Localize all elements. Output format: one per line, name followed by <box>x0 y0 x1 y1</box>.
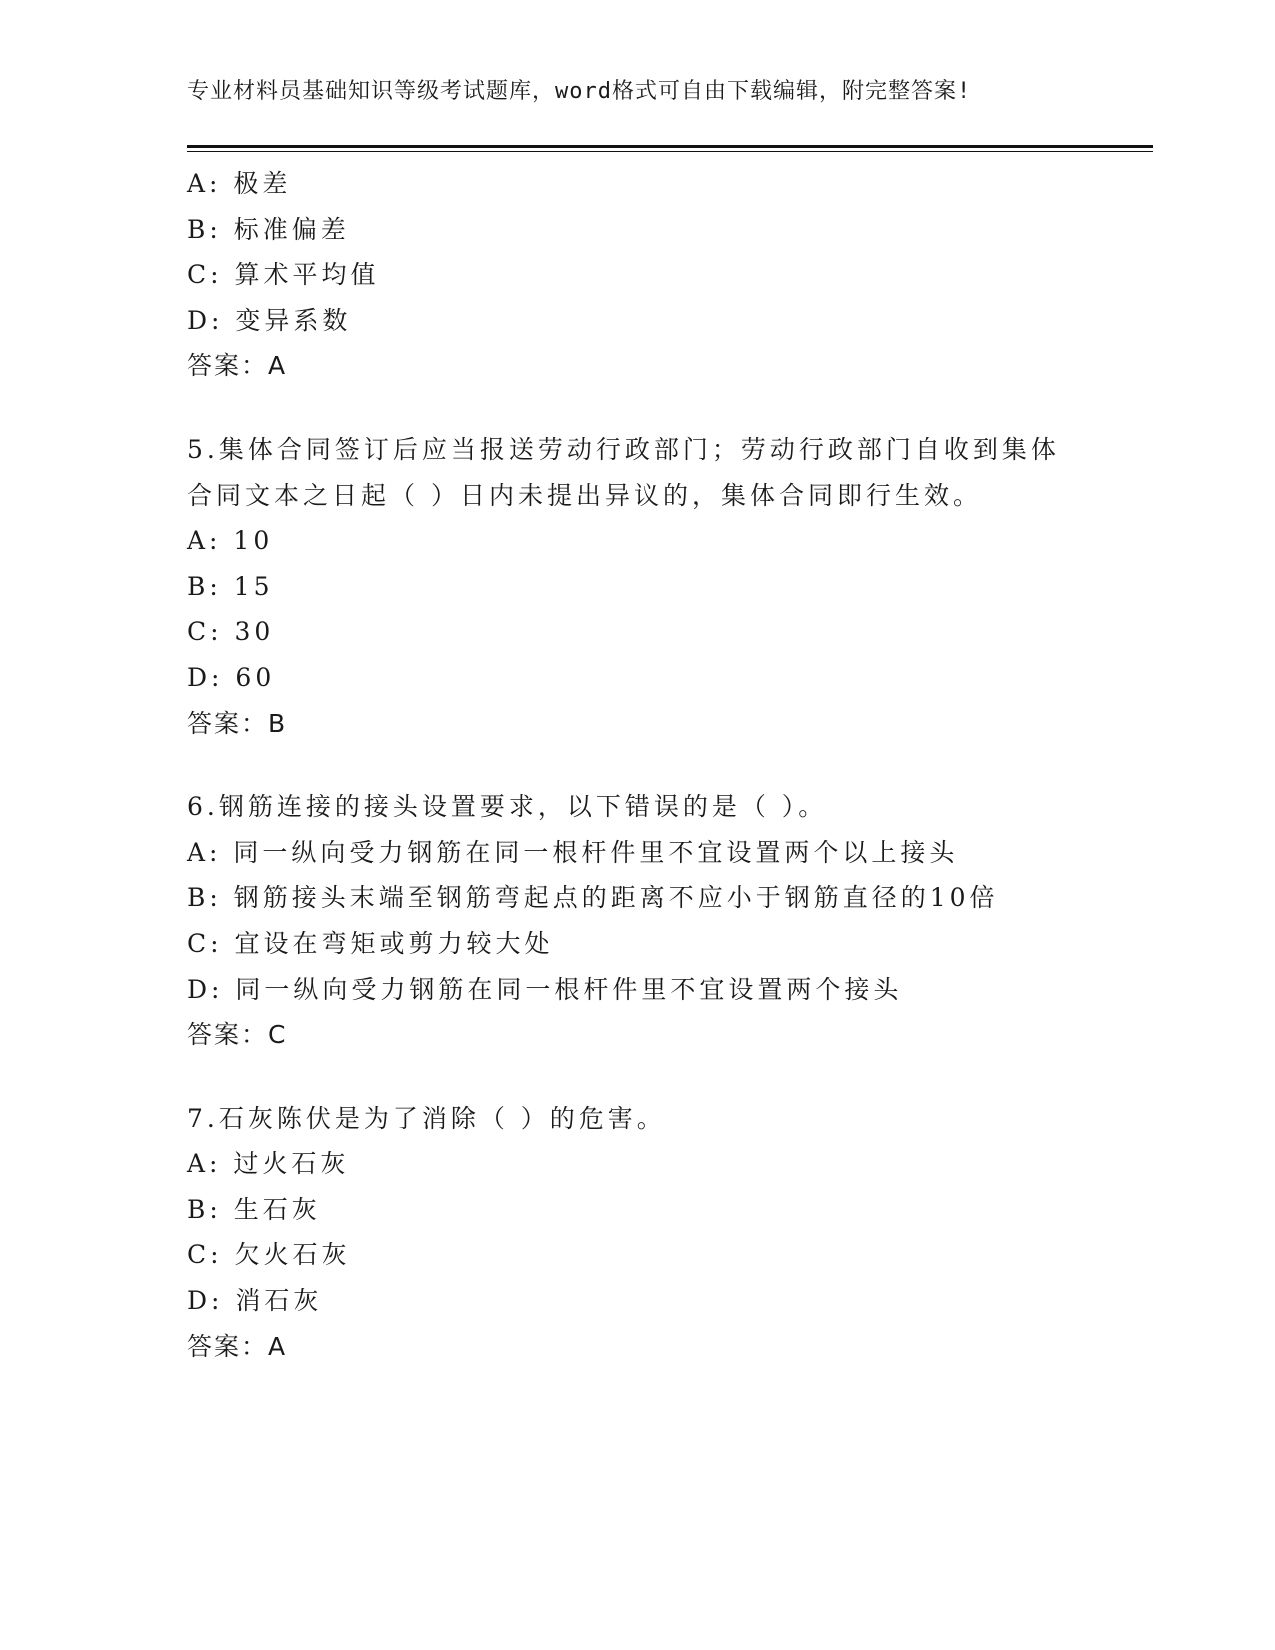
question-content <box>187 161 1087 1369</box>
option-c: C: 宜设在弯矩或剪力较大处 <box>187 928 554 958</box>
option-c: C: 欠火石灰 <box>187 1240 351 1270</box>
question-text-line-1: 6.钢筋连接的接头设置要求，以下错误的是（ ）。 <box>187 792 828 822</box>
header-divider-thick <box>187 145 1153 148</box>
option-d: D: 消石灰 <box>187 1286 323 1316</box>
answer-line: 答案：C <box>187 1020 288 1050</box>
answer-line: 答案：A <box>187 351 288 381</box>
option-a: A: 10 <box>187 526 274 556</box>
option-b: B: 生石灰 <box>187 1194 321 1224</box>
question-7-block <box>187 1096 1087 1370</box>
option-d: D: 60 <box>187 662 276 692</box>
header-divider-thin <box>187 151 1153 152</box>
question-5-block <box>187 427 1087 746</box>
prev-question-block <box>187 161 1087 389</box>
spacer <box>187 746 1087 784</box>
question-6-block <box>187 784 1087 1058</box>
spacer <box>187 389 1087 427</box>
spacer <box>187 1058 1087 1096</box>
option-c: C: 算术平均值 <box>187 260 380 290</box>
question-text-line-1: 7.石灰陈伏是为了消除（ ）的危害。 <box>187 1103 666 1133</box>
option-d: D: 同一纵向受力钢筋在同一根杆件里不宜设置两个接头 <box>187 974 903 1004</box>
question-text-line-1: 5.集体合同签订后应当报送劳动行政部门；劳动行政部门自收到集体 <box>187 434 1060 464</box>
option-a: A: 过火石灰 <box>187 1149 350 1179</box>
option-d: D: 变异系数 <box>187 305 352 335</box>
option-b: B: 15 <box>187 571 274 601</box>
answer-line: 答案：A <box>187 1331 288 1361</box>
option-a: A: 同一纵向受力钢筋在同一根杆件里不宜设置两个以上接头 <box>187 837 959 867</box>
option-a: A: 极差 <box>187 169 292 198</box>
question-text-line-2: 合同文本之日起（ ）日内未提出异议的，集体合同即行生效。 <box>187 480 982 510</box>
page-header-title: 专业材料员基础知识等级考试题库，word格式可自由下载编辑，附完整答案! <box>187 79 972 104</box>
answer-line: 答案：B <box>187 708 288 738</box>
option-b: B: 标准偏差 <box>187 214 350 244</box>
option-c: C: 30 <box>187 617 275 647</box>
option-b: B: 钢筋接头末端至钢筋弯起点的距离不应小于钢筋直径的10倍 <box>187 883 999 913</box>
